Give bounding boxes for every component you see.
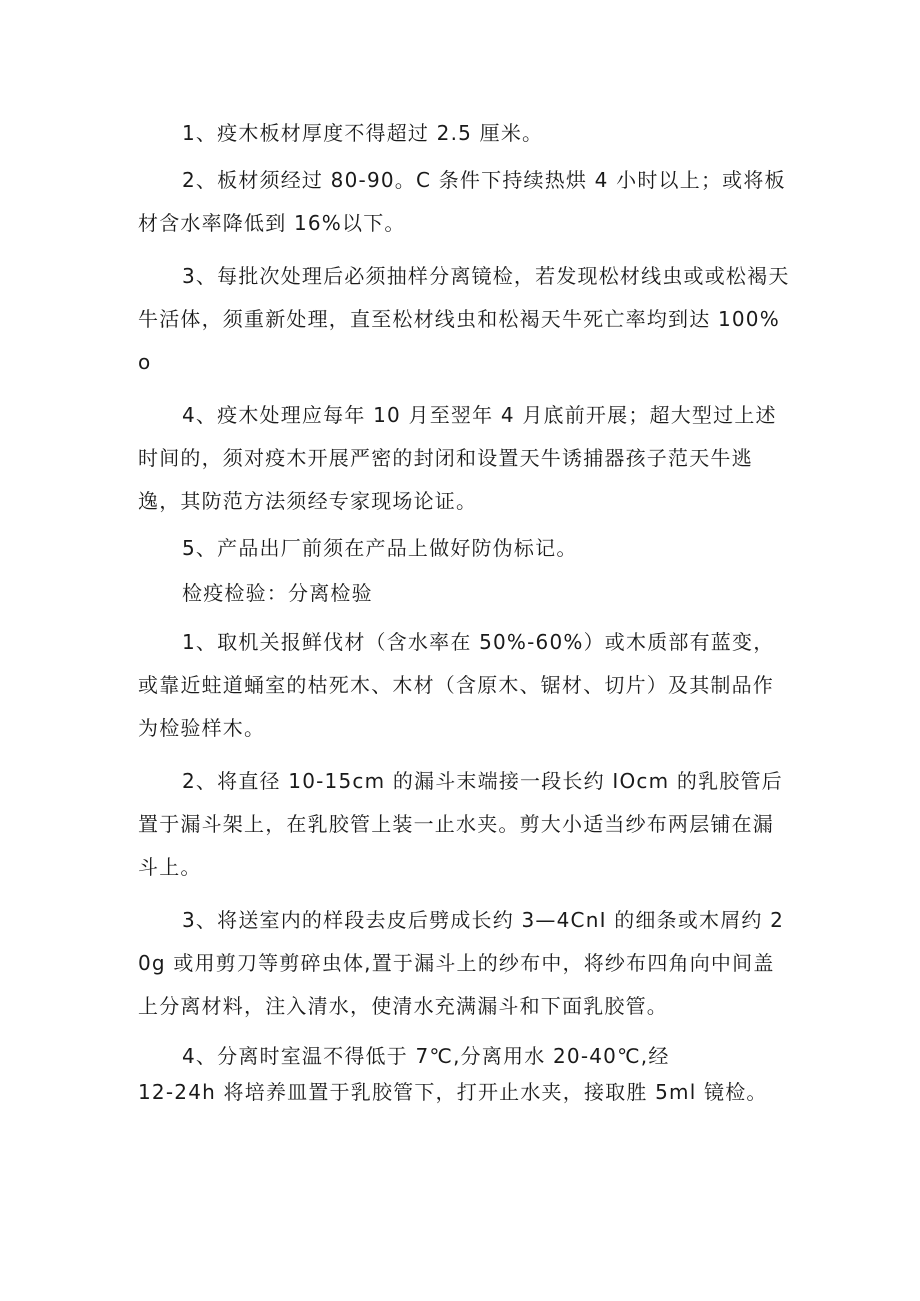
- paragraph-separation-procedure: 4、分离时室温不得低于 7℃,分离用水 20-40℃,经 12-24h 将培养皿置于乳胶管下，打开止水夹，接取胜 5ml 镜检。: [138, 1044, 768, 1104]
- paragraph-anti-counterfeit-mark: 5、产品出厂前须在产品上做好防伪标记。: [182, 536, 578, 560]
- paragraph-funnel-setup: 2、将直径 10-15cm 的漏斗末端接一段长约 IOcm 的乳胶管后置于漏斗架上，在乳胶管上装一止水夹。剪大小适当纱布两层铺在漏斗上。: [138, 769, 783, 879]
- paragraph-sample-selection: 1、取机关报鲜伐材（含水率在 50%-60%）或木质部有蓝变，或靠近蛀道蛹室的枯死木、木材（含原木、锯材、切片）及其制品作为检验样木。: [138, 630, 775, 740]
- paragraph-processing-period: 4、疫木处理应每年 10 月至翌年 4 月底前开展；超大型过上述时间的，须对疫木开展严密的封闭和设置天牛诱捕器孩子范天牛逃逸，其防范方法须经专家现场论证。: [138, 403, 777, 513]
- paragraph-sample-preparation: 3、将送室内的样段去皮后劈成长约 3—4CnI 的细条或木屑约 20g 或用剪刀等剪碎虫体,置于漏斗上的纱布中，将纱布四角向中间盖上分离材料，注入清水，使清水充满漏斗和下面乳胶管。: [138, 908, 785, 1018]
- section-heading: 检疫检验：分离检验: [182, 581, 373, 605]
- document-page: [138, 112, 793, 1110]
- paragraph-sampling-inspection: 3、每批次处理后必须抽样分离镜检，若发现松材线虫或或松褐天牛活体，须重新处理，直至松材线虫和松褐天牛死亡率均到达 100%o: [138, 264, 790, 374]
- paragraph-thickness-limit: 1、疫木板材厚度不得超过 2.5 厘米。: [182, 121, 544, 145]
- paragraph-heat-drying: 2、板材须经过 80-90。C 条件下持续热烘 4 小时以上；或将板材含水率降低到 16%以下。: [138, 168, 786, 235]
